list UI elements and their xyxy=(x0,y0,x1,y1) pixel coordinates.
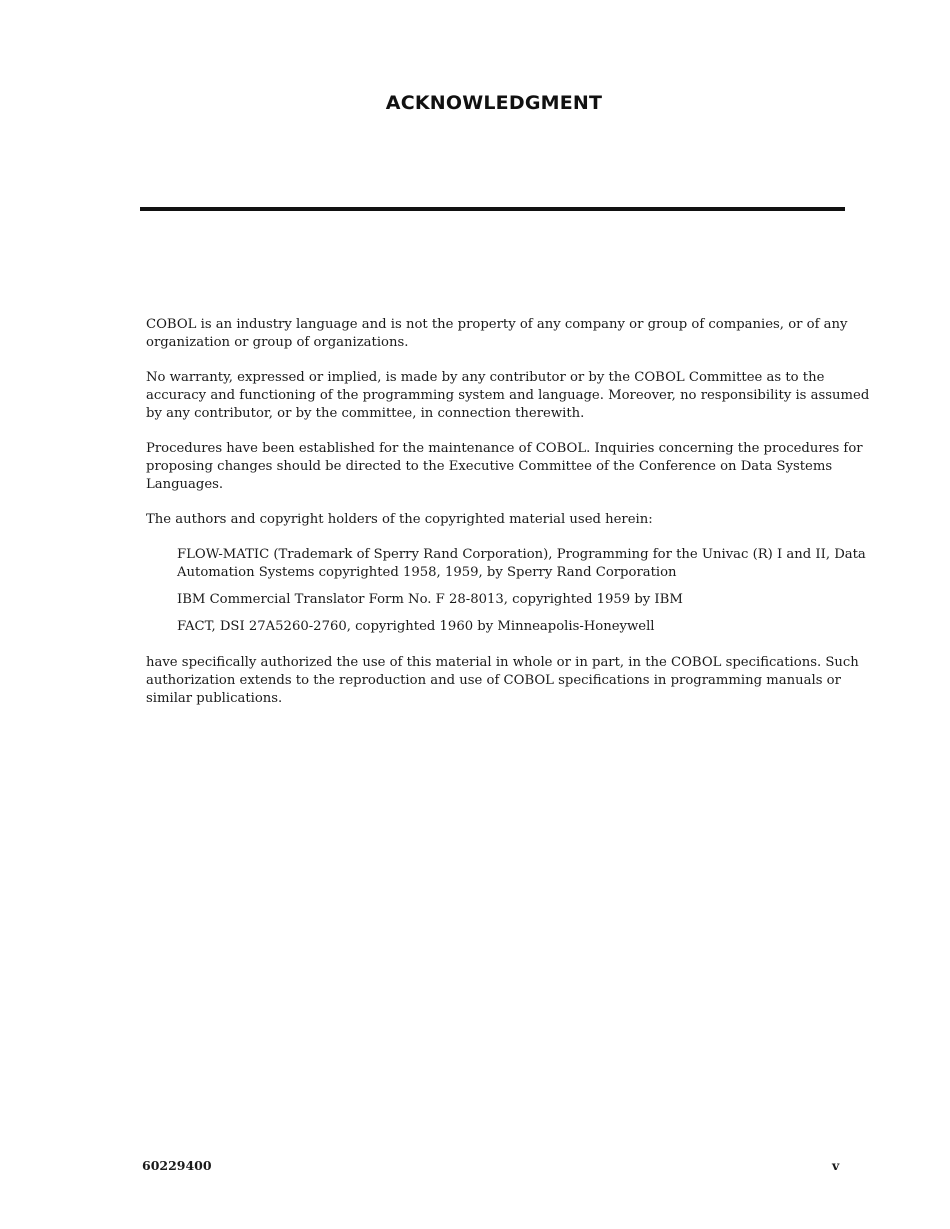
body-text xyxy=(146,316,871,725)
horizontal-rule-divider xyxy=(140,207,845,211)
paragraph-procedures: Procedures have been established for the maintenance of COBOL. Inquiries concerning the procedures for proposing changes should be directed to the Executive Committee of the Conference on Data Systems Languages. xyxy=(146,441,863,492)
page-number: v xyxy=(832,1158,840,1173)
document-number: 60229400 xyxy=(142,1158,212,1173)
paragraph-warranty: No warranty, expressed or implied, is made by any contributor or by the COBOL Committee as to the accuracy and functioning of the programming system and language. Moreover, no responsibility is assumed by any contributor, or by the committee, in connection therewith. xyxy=(146,370,870,421)
copyright-item-flow-matic: FLOW-MATIC (Trademark of Sperry Rand Corporation), Programming for the Univac (R) I and II, Data Automation Systems copyrighted 1958, 1959, by Sperry Rand Corporation xyxy=(177,547,866,580)
paragraph-authors-intro: The authors and copyright holders of the copyrighted material used herein: xyxy=(146,512,653,527)
page-title: ACKNOWLEDGMENT xyxy=(385,92,603,114)
paragraph-cobol-ownership: COBOL is an industry language and is not the property of any company or group of companies, or of any organization or group of organizations. xyxy=(146,317,848,350)
copyright-item-ibm: IBM Commercial Translator Form No. F 28-8013, copyrighted 1959 by IBM xyxy=(177,592,683,607)
paragraph-authorization: have specifically authorized the use of this material in whole or in part, in the COBOL specifications. Such authorization extends to the reproduction and use of COBOL specifications in programming manuals or similar publications. xyxy=(146,655,859,706)
copyright-item-fact: FACT, DSI 27A5260-2760, copyrighted 1960 by Minneapolis-Honeywell xyxy=(177,619,655,634)
